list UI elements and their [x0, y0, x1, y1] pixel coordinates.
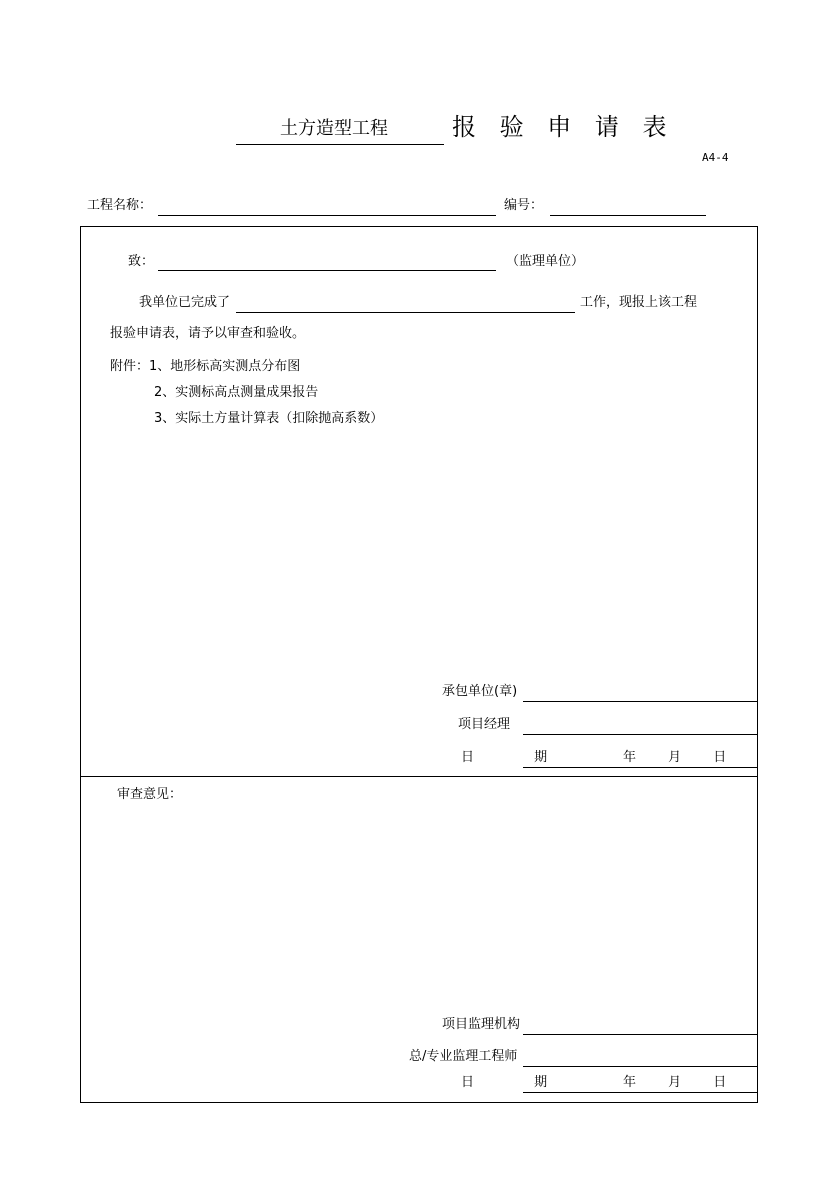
project-name-field[interactable]	[158, 215, 496, 216]
review-opinion-label: 审查意见：	[117, 787, 183, 802]
title-prefix-underline	[236, 144, 444, 145]
contractor-label: 承包单位(章)	[442, 684, 518, 699]
to-label: 致：	[128, 254, 155, 269]
date-label: 日 期	[461, 1075, 576, 1090]
project-name-label: 工程名称：	[87, 198, 153, 213]
number-field[interactable]	[550, 215, 706, 216]
application-date-field[interactable]	[523, 767, 758, 768]
completed-prefix: 我单位已完成了	[139, 295, 231, 310]
supervising-engineer-field[interactable]	[523, 1066, 758, 1067]
completed-suffix: 工作，现报上该工程	[580, 295, 698, 310]
form-title-prefix: 土方造型工程	[280, 118, 388, 139]
form-frame	[80, 226, 758, 1103]
supervision-org-label: 项目监理机构	[442, 1017, 521, 1032]
attachment-item: 3、实际土方量计算表（扣除抛高系数）	[154, 411, 384, 426]
date-label: 日 期	[461, 750, 576, 765]
attachment-item: 2、实测标高点测量成果报告	[154, 385, 319, 400]
date-ymd: 年 月 日	[623, 1075, 741, 1090]
supervision-org-field[interactable]	[523, 1034, 758, 1035]
form-title: 报 验 申 请 表	[452, 113, 675, 141]
date-ymd: 年 月 日	[623, 750, 741, 765]
completed-work-field[interactable]	[236, 312, 575, 313]
supervisor-unit-field[interactable]	[158, 270, 496, 271]
section-divider	[80, 776, 758, 777]
form-code: A4-4	[702, 151, 729, 164]
project-manager-field[interactable]	[523, 734, 758, 735]
supervising-engineer-label: 总/专业监理工程师	[409, 1049, 518, 1064]
to-suffix: （监理单位）	[506, 254, 585, 269]
attachment-item: 附件：1、地形标高实测点分布图	[110, 359, 301, 374]
request-text: 报验申请表，请予以审查和验收。	[110, 326, 306, 341]
project-manager-label: 项目经理	[458, 717, 511, 732]
contractor-field[interactable]	[523, 701, 758, 702]
number-label: 编号：	[504, 198, 544, 213]
review-date-field[interactable]	[523, 1092, 758, 1093]
